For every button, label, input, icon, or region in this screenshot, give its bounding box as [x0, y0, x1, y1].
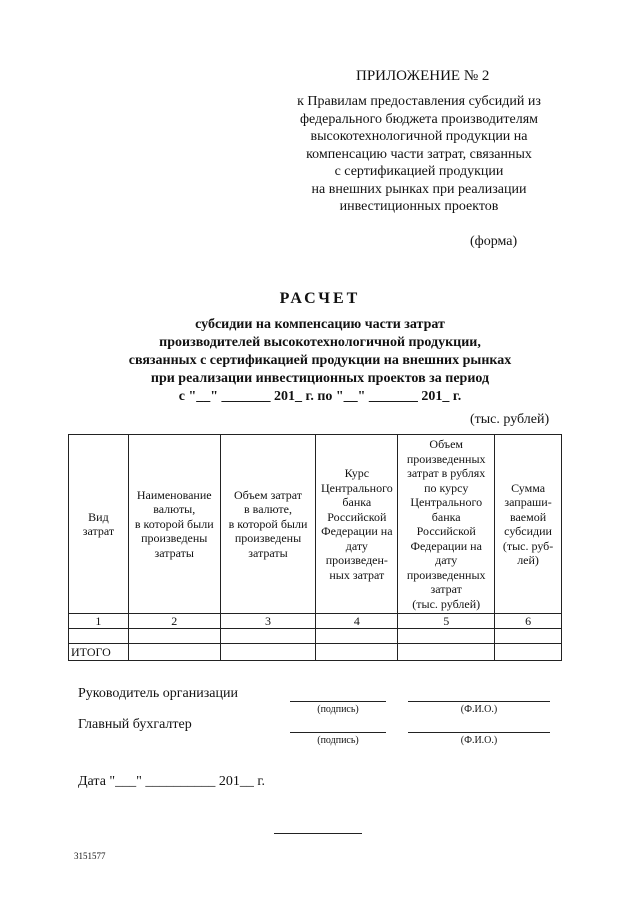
column-header-line: (тыс. рублей)	[412, 596, 481, 611]
table-cell[interactable]	[398, 629, 495, 644]
chief-accountant-label: Главный бухгалтер	[78, 717, 192, 732]
column-header-line: в которой были	[134, 516, 214, 531]
column-header-line: Сумма	[511, 480, 546, 495]
column-header	[398, 435, 495, 614]
column-header-line: Центрального	[410, 495, 483, 509]
column-header-line: по курсу	[424, 480, 469, 495]
separator-line	[274, 833, 362, 834]
appendix-reference-line: с сертификацией продукции	[334, 164, 504, 179]
column-header-line: Федерации на	[321, 524, 393, 538]
column-header	[69, 435, 129, 614]
column-header-line: затрат	[430, 582, 462, 596]
form-label: (форма)	[470, 234, 518, 249]
signature-caption: (подпись)	[317, 704, 359, 715]
column-header-line: затраты	[248, 545, 288, 560]
column-number: 4	[316, 614, 398, 629]
column-header-line: банка	[342, 495, 372, 509]
column-header-line: затрат	[82, 524, 115, 538]
column-header-line: Вид	[88, 509, 109, 524]
column-header-line: в валюте,	[244, 502, 292, 517]
table-cell[interactable]	[128, 629, 220, 644]
table-cell[interactable]	[398, 644, 495, 661]
column-header-line: запраши-	[504, 495, 552, 509]
column-header-line: ваемой	[509, 509, 547, 524]
appendix-title: ПРИЛОЖЕНИЕ № 2	[356, 68, 490, 84]
signature-caption: (подпись)	[317, 735, 359, 746]
subtitle-line: производителей высокотехнологичной продукции,	[159, 335, 481, 350]
calculation-table	[68, 434, 562, 661]
appendix-reference-line: компенсацию части затрат, связанных	[306, 146, 532, 162]
column-header-line: Центрального	[320, 480, 393, 495]
column-number: 3	[220, 614, 316, 629]
appendix-reference-line: к Правилам предоставления субсидий из	[297, 94, 541, 109]
table-cell[interactable]	[69, 629, 129, 644]
table-row	[69, 629, 562, 644]
document-subtitle	[60, 316, 580, 406]
document-title: РАСЧЕТ	[279, 290, 361, 307]
table-cell[interactable]	[220, 629, 316, 644]
units-label: (тыс. рублей)	[470, 412, 550, 427]
column-number: 5	[398, 614, 495, 629]
column-header	[128, 435, 220, 614]
head-name-line[interactable]	[408, 701, 550, 702]
column-header-line: субсидии	[504, 524, 552, 538]
column-header-line: произведен-	[325, 553, 388, 567]
column-header-line: затрат в рублях	[407, 466, 486, 480]
column-header-line: Российской	[416, 524, 476, 538]
date-line: Дата "___" __________ 201__ г.	[78, 774, 265, 789]
column-header-line: дату	[345, 538, 368, 553]
column-header	[495, 435, 562, 614]
document-code: 3151577	[74, 851, 106, 861]
table-cell[interactable]	[316, 644, 398, 661]
column-header-line: Наименование	[136, 487, 212, 502]
column-header-line: произведенных	[406, 451, 486, 466]
subtitle-line: субсидии на компенсацию части затрат	[195, 317, 445, 332]
column-header-line: произведенных	[406, 567, 486, 582]
column-header-line: (тыс. руб-	[502, 538, 554, 553]
total-row	[69, 644, 562, 661]
column-header-line: Объем затрат	[234, 487, 303, 502]
column-number-row	[69, 614, 562, 629]
column-header-line: произведены	[141, 531, 208, 546]
subtitle-line: с "__" _______ 201_ г. по "__" _______ 201_ г.	[178, 389, 462, 404]
appendix-reference-line: на внешних рынках при реализации	[311, 181, 527, 197]
appendix-reference-line: инвестиционных проектов	[339, 199, 499, 214]
column-header-line: Объем	[429, 437, 464, 451]
appendix-reference	[276, 93, 562, 216]
table-cell[interactable]	[495, 644, 562, 661]
column-number: 6	[495, 614, 562, 629]
column-header-line: Курс	[344, 466, 370, 480]
column-header-line: валюты,	[153, 502, 196, 517]
column-header-line: лей)	[517, 553, 539, 567]
head-signature-line[interactable]	[290, 701, 386, 702]
column-header-line: в которой были	[228, 516, 308, 531]
column-header	[316, 435, 398, 614]
appendix-reference-line: федерального бюджета производителям	[299, 111, 539, 127]
column-header-line: банка	[431, 509, 461, 524]
appendix-reference-line: высокотехнологичной продукции на	[310, 129, 528, 144]
column-header-line: затраты	[154, 545, 194, 560]
table-cell[interactable]	[316, 629, 398, 644]
table-cell[interactable]	[495, 629, 562, 644]
total-label: ИТОГО	[69, 644, 129, 661]
accountant-name-line[interactable]	[408, 732, 550, 733]
column-header-line: произведены	[234, 531, 302, 546]
column-header-line: ных затрат	[329, 567, 385, 582]
table-cell[interactable]	[128, 644, 220, 661]
table-header-row	[69, 435, 562, 614]
accountant-signature-line[interactable]	[290, 732, 386, 733]
column-header-line: Российской	[327, 509, 387, 524]
column-header-line: дату	[435, 553, 458, 567]
column-header-line: Федерации на	[410, 538, 482, 553]
name-caption: (Ф.И.О.)	[460, 735, 498, 746]
column-number: 2	[128, 614, 220, 629]
table-cell[interactable]	[220, 644, 316, 661]
subtitle-line: при реализации инвестиционных проектов за период	[150, 371, 490, 386]
head-of-organization-label: Руководитель организации	[78, 686, 238, 701]
column-header	[220, 435, 316, 614]
name-caption: (Ф.И.О.)	[460, 704, 498, 715]
subtitle-line: связанных с сертификацией продукции на внешних рынках	[128, 353, 512, 368]
column-number: 1	[69, 614, 129, 629]
